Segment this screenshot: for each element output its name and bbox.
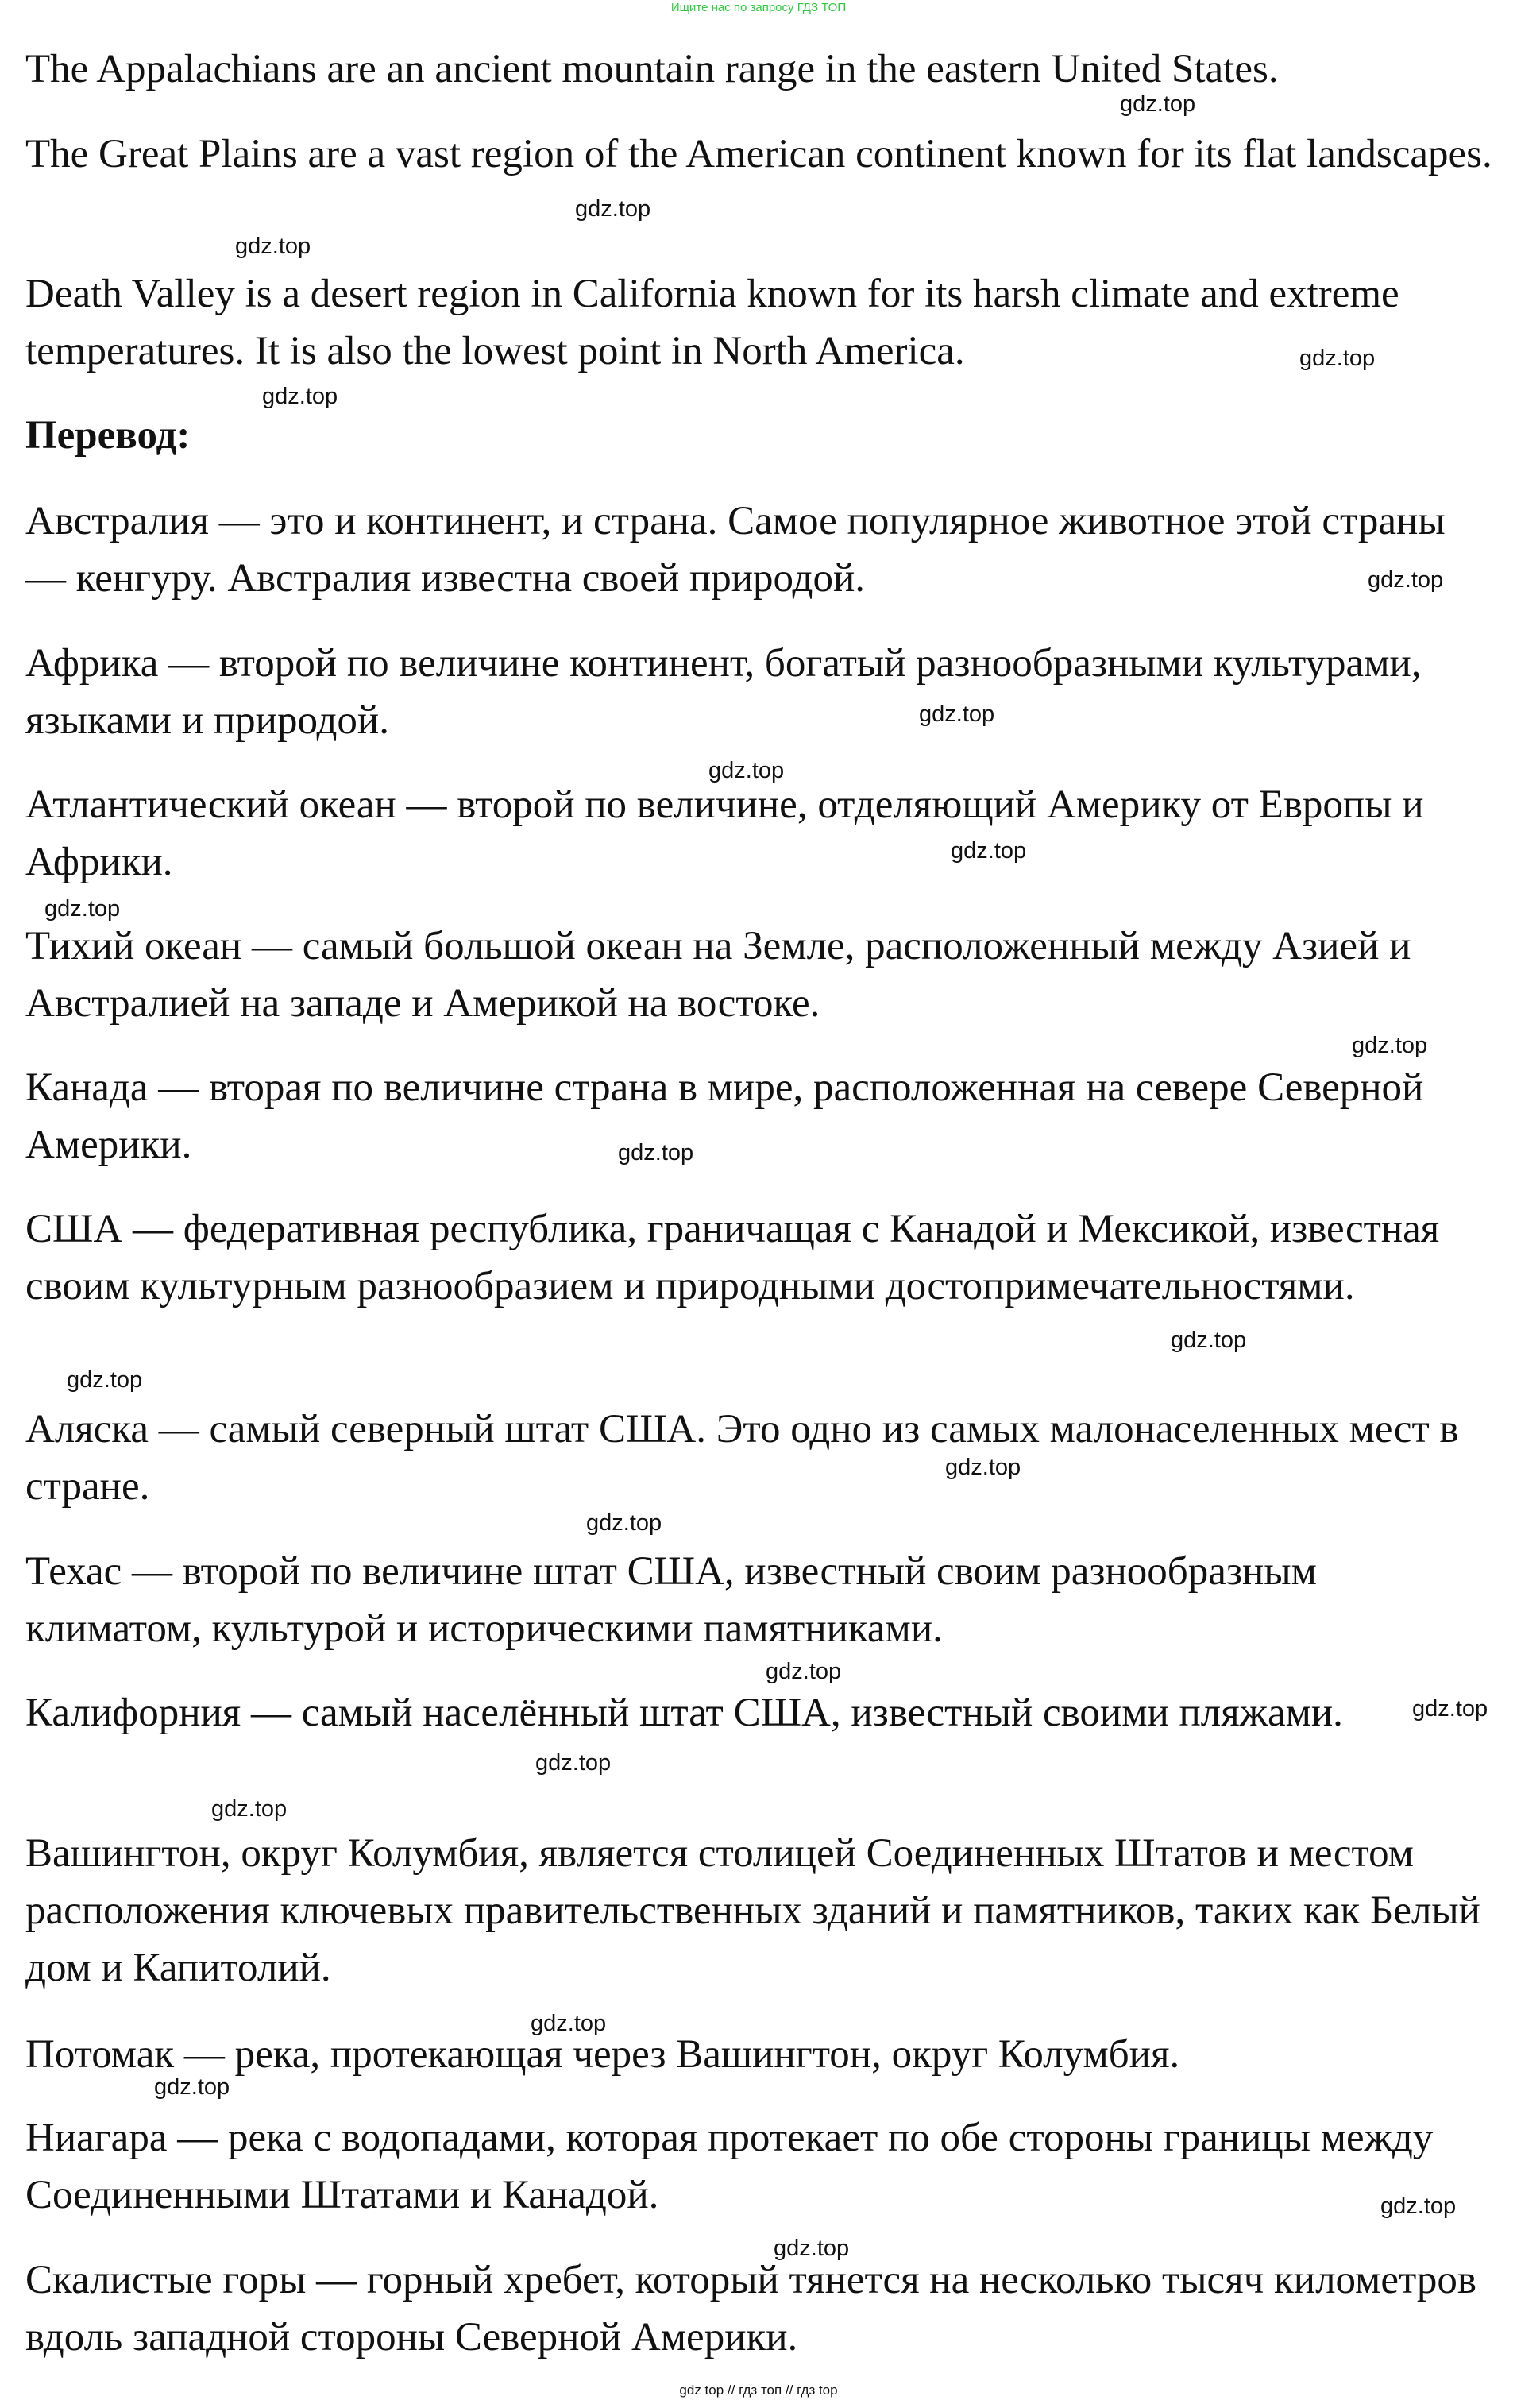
watermark-text: gdz.top bbox=[774, 2236, 850, 2261]
watermark-text: gdz.top bbox=[531, 2011, 607, 2036]
watermark-text: gdz.top bbox=[618, 1140, 694, 1165]
translation-paragraph: Ниагара — река с водопадами, которая протекает по обе стороны границы между Соединенными Штатами и Канадой. bbox=[25, 2116, 1434, 2217]
watermark-text: gdz.top bbox=[945, 1455, 1021, 1480]
watermark-text: gdz.top bbox=[1380, 2193, 1457, 2219]
watermark-text: gdz.top bbox=[919, 702, 995, 727]
watermark-text: gdz.top bbox=[951, 838, 1027, 864]
watermark-text: gdz.top bbox=[1352, 1033, 1428, 1058]
translation-paragraph: Калифорния — самый населённый штат США, известный своими пляжами. bbox=[25, 1691, 1343, 1735]
watermark-text: gdz.top bbox=[1412, 1696, 1488, 1722]
translation-paragraph: Аляска — самый северный штат США. Это одно из самых малонаселенных мест в стране. bbox=[25, 1407, 1459, 1509]
translation-paragraph: Вашингтон, округ Колумбия, является столицей Соединенных Штатов и местом расположения ключевых правительственных зданий и памятников, таких как Белый дом и Капитолий. bbox=[25, 1831, 1480, 1990]
translation-paragraph: Тихий океан — самый большой океан на Земле, расположенный между Азией и Австралией на западе и Америкой на востоке. bbox=[25, 924, 1411, 1026]
watermark-text: gdz.top bbox=[535, 1750, 612, 1776]
translation-paragraph: США — федеративная республика, граничащая с Канадой и Мексикой, известная своим культурным разнообразием и природными достопримечательностями. bbox=[25, 1207, 1440, 1308]
watermark-text: gdz.top bbox=[1299, 346, 1376, 371]
search-notice: Ищите нас по запросу ГДЗ ТОП bbox=[670, 1, 847, 14]
translation-paragraph: Потомак — река, протекающая через Вашингтон, округ Колумбия. bbox=[25, 2032, 1180, 2077]
watermark-text: gdz.top bbox=[586, 1510, 662, 1536]
watermark-text: gdz.top bbox=[44, 896, 121, 922]
watermark-text: gdz.top bbox=[1171, 1328, 1247, 1353]
translation-paragraph: Атлантический океан — второй по величине, отделяющий Америку от Европы и Африки. bbox=[25, 783, 1424, 884]
translation-paragraph: Австралия — это и континент, и страна. Самое популярное животное этой страны — кенгуру. Австралия известна своей природой. bbox=[25, 499, 1446, 601]
watermark-text: gdz.top bbox=[1368, 567, 1444, 593]
watermark-text: gdz.top bbox=[211, 1796, 288, 1822]
watermark-text: gdz.top bbox=[67, 1367, 143, 1393]
watermark-text: gdz.top bbox=[235, 234, 311, 259]
english-paragraph: The Appalachians are an ancient mountain range in the eastern United States. bbox=[25, 47, 1279, 91]
watermark-text: gdz.top bbox=[766, 1659, 842, 1684]
translation-paragraph: Техас — второй по величине штат США, известный своим разнообразным климатом, культурой и историческими памятниками. bbox=[25, 1549, 1317, 1651]
translation-paragraph: Африка — второй по величине континент, богатый разнообразными культурами, языками и природой. bbox=[25, 641, 1422, 743]
english-paragraph: Death Valley is a desert region in California known for its harsh climate and extreme temperatures. It is also the lowest point in North America. bbox=[25, 272, 1399, 373]
translation-paragraph: Скалистые горы — горный хребет, который тянется на несколько тысяч километров вдоль западной стороны Северной Америки. bbox=[25, 2258, 1476, 2360]
english-paragraph: The Great Plains are a vast region of the American continent known for its flat landscapes. bbox=[25, 132, 1492, 176]
watermark-text: gdz.top bbox=[1120, 91, 1196, 117]
translation-heading: Перевод: bbox=[25, 413, 191, 458]
watermark-text: gdz.top bbox=[708, 758, 785, 783]
footer-watermark: gdz top // гдз топ // гдз top bbox=[679, 2383, 838, 2398]
watermark-text: gdz.top bbox=[154, 2074, 230, 2100]
translation-paragraph: Канада — вторая по величине страна в мире, расположенная на севере Северной Америки. bbox=[25, 1065, 1424, 1167]
watermark-text: gdz.top bbox=[575, 196, 651, 222]
watermark-text: gdz.top bbox=[262, 384, 338, 409]
